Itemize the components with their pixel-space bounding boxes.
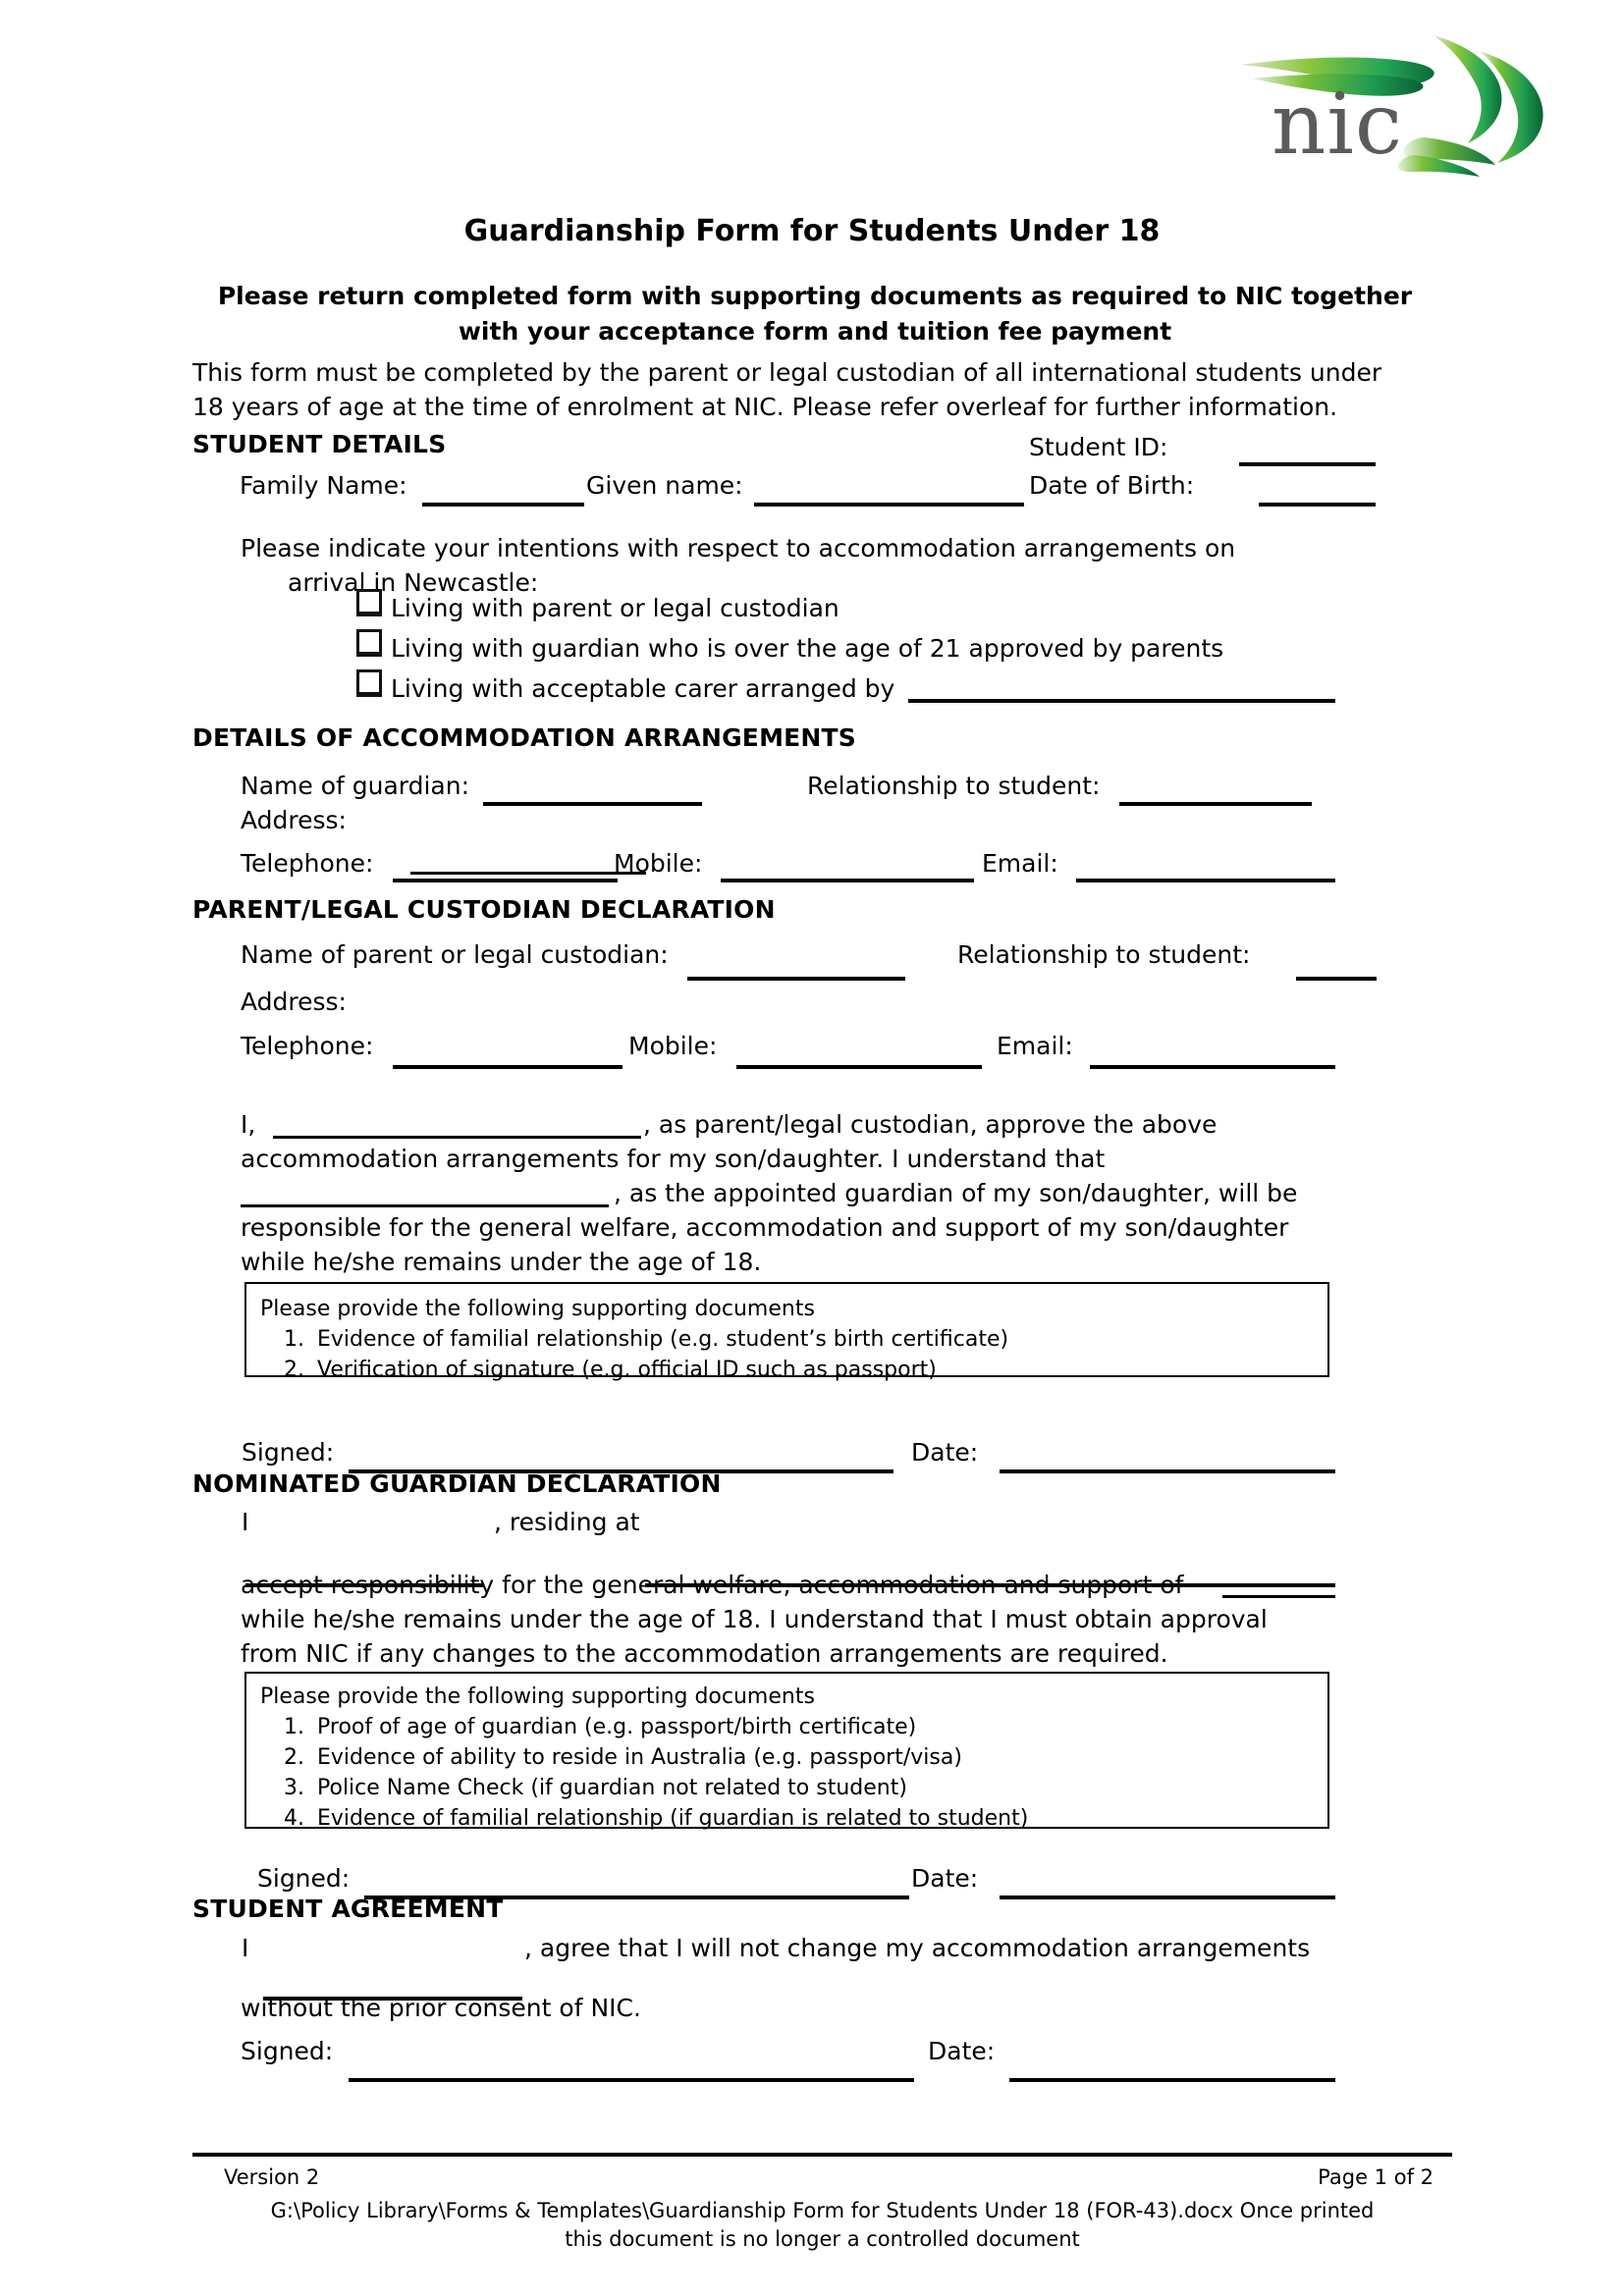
parent-statement-line2: accommodation arrangements for my son/daughter. I understand that bbox=[241, 1145, 1106, 1173]
guardian-relationship-input[interactable] bbox=[1119, 802, 1312, 806]
guardian-email-input[interactable] bbox=[1076, 879, 1335, 882]
student-signed-label: Signed: bbox=[241, 2037, 334, 2065]
guardian-date-input[interactable] bbox=[1000, 1896, 1335, 1899]
guardian-email-label: Email: bbox=[982, 849, 1058, 878]
parent-statement-part2: , as the appointed guardian of my son/daughter, will be bbox=[614, 1179, 1298, 1207]
date-of-birth-input[interactable] bbox=[1259, 503, 1376, 507]
section-heading-accommodation: DETAILS OF ACCOMMODATION ARRANGEMENTS bbox=[192, 723, 857, 752]
date-of-birth-label: Date of Birth: bbox=[1029, 471, 1195, 500]
parent-supporting-documents-box bbox=[244, 1282, 1329, 1382]
parent-mobile-label: Mobile: bbox=[628, 1032, 718, 1060]
page-title: Guardianship Form for Students Under 18 bbox=[463, 214, 1161, 248]
student-id-label: Student ID: bbox=[1029, 433, 1168, 461]
family-name-input[interactable] bbox=[422, 503, 584, 507]
parent-address-label: Address: bbox=[241, 988, 347, 1016]
student-date-label: Date: bbox=[928, 2037, 996, 2065]
guardian-name-input[interactable] bbox=[483, 802, 702, 806]
footer-path-line2: this document is no longer a controlled document bbox=[565, 2227, 1080, 2251]
student-agreement-part1: , agree that I will not change my accommodation arrangements bbox=[524, 1934, 1311, 1962]
footer-page-number: Page 1 of 2 bbox=[1318, 2165, 1434, 2189]
parent-statement-i: I, bbox=[241, 1110, 256, 1139]
parent-signed-label: Signed: bbox=[242, 1438, 335, 1467]
page-subtitle: Please return completed form with supporting documents as required to NIC together with your acceptance form and tuition fee payment bbox=[217, 282, 1413, 346]
guardian-mobile-label: Mobile: bbox=[614, 849, 703, 878]
parent-date-input[interactable] bbox=[1000, 1469, 1335, 1473]
list-item: 2. Evidence of ability to reside in Australia (e.g. passport/visa) bbox=[311, 1742, 1327, 1773]
checkbox-label-living-with-parent: Living with parent or legal custodian bbox=[391, 594, 839, 622]
carer-arranged-by-input[interactable] bbox=[908, 699, 1335, 703]
parent-date-label: Date: bbox=[911, 1438, 979, 1467]
section-heading-student-agreement: STUDENT AGREEMENT bbox=[192, 1895, 504, 1923]
parent-relationship-label: Relationship to student: bbox=[957, 940, 1251, 969]
checkbox-label-living-with-carer: Living with acceptable carer arranged by bbox=[391, 674, 895, 703]
student-agreement-line2: without the prior consent of NIC. bbox=[241, 1994, 641, 2022]
list-item: 1. Evidence of familial relationship (e.g. student’s birth certificate) bbox=[311, 1324, 1327, 1355]
parent-docs-list bbox=[246, 1324, 1327, 1385]
student-id-input[interactable] bbox=[1239, 462, 1376, 466]
parent-telephone-input[interactable] bbox=[393, 1065, 623, 1069]
given-name-label: Given name: bbox=[586, 471, 743, 500]
list-item: 4. Evidence of familial relationship (if guardian is related to student) bbox=[311, 1803, 1327, 1834]
guardian-statement-residing: , residing at bbox=[494, 1508, 640, 1536]
guardian-docs-list bbox=[246, 1712, 1327, 1834]
guardian-relationship-label: Relationship to student: bbox=[807, 772, 1101, 800]
guardian-support-of-input[interactable] bbox=[1222, 1595, 1335, 1598]
student-agreement-i: I bbox=[242, 1934, 249, 1962]
guardian-address-label: Address: bbox=[241, 806, 347, 834]
guardian-signed-label: Signed: bbox=[257, 1864, 351, 1893]
footer-divider bbox=[192, 2153, 1452, 2157]
parent-statement-part1: , as parent/legal custodian, approve the above bbox=[643, 1110, 1218, 1139]
parent-telephone-label: Telephone: bbox=[241, 1032, 374, 1060]
section-heading-guardian-declaration: NOMINATED GUARDIAN DECLARATION bbox=[192, 1469, 722, 1498]
guardian-docs-title: Please provide the following supporting documents bbox=[260, 1684, 815, 1709]
guardian-mobile-input[interactable] bbox=[721, 879, 974, 882]
parent-name-input[interactable] bbox=[687, 977, 905, 981]
parent-name-label: Name of parent or legal custodian: bbox=[241, 940, 669, 969]
given-name-input[interactable] bbox=[754, 503, 1024, 507]
guardian-telephone-label: Telephone: bbox=[241, 849, 374, 878]
student-date-input[interactable] bbox=[1009, 2078, 1335, 2082]
intentions-prompt-line2: arrival in Newcastle: bbox=[288, 568, 539, 597]
intro-paragraph: This form must be completed by the parent or legal custodian of all international students under 18 years of age at the time of enrolment at NIC. Please refer overleaf for further information. bbox=[192, 358, 1382, 421]
parent-statement-guardian-input[interactable] bbox=[241, 1204, 609, 1207]
list-item: 1. Proof of age of guardian (e.g. passport/birth certificate) bbox=[311, 1712, 1327, 1742]
section-heading-student-details: STUDENT DETAILS bbox=[192, 430, 447, 458]
parent-statement-line5: while he/she remains under the age of 18. bbox=[241, 1248, 762, 1276]
guardian-name-label: Name of guardian: bbox=[241, 772, 470, 800]
parent-email-label: Email: bbox=[997, 1032, 1073, 1060]
family-name-label: Family Name: bbox=[240, 471, 407, 500]
nic-logo bbox=[1232, 27, 1556, 180]
guardian-statement-i: I bbox=[242, 1508, 249, 1536]
parent-email-input[interactable] bbox=[1090, 1065, 1335, 1069]
section-heading-parent-declaration: PARENT/LEGAL CUSTODIAN DECLARATION bbox=[192, 895, 776, 924]
footer-version: Version 2 bbox=[224, 2165, 320, 2189]
guardian-statement-accept: accept responsibility for the general welfare, accommodation and support of bbox=[241, 1571, 1184, 1599]
guardian-address-input[interactable] bbox=[410, 872, 646, 875]
checkbox-living-with-parent[interactable] bbox=[356, 589, 382, 616]
list-item: 2. Verification of signature (e.g. official ID such as passport) bbox=[311, 1355, 1327, 1385]
parent-relationship-input[interactable] bbox=[1296, 977, 1377, 981]
checkbox-label-living-with-guardian: Living with guardian who is over the age of 21 approved by parents bbox=[391, 634, 1224, 663]
svg-text:nic: nic bbox=[1272, 76, 1404, 174]
guardian-supporting-documents-box bbox=[244, 1672, 1329, 1829]
footer-path-line1: G:\Policy Library\Forms & Templates\Guardianship Form for Students Under 18 (FOR-43).docx Once printed bbox=[270, 2199, 1375, 2222]
parent-statement-line4: responsible for the general welfare, accommodation and support of my son/daughter bbox=[241, 1213, 1289, 1242]
intentions-prompt-line1: Please indicate your intentions with respect to accommodation arrangements on bbox=[241, 534, 1236, 562]
student-signed-input[interactable] bbox=[349, 2078, 914, 2082]
guardian-date-label: Date: bbox=[911, 1864, 979, 1893]
parent-mobile-input[interactable] bbox=[736, 1065, 982, 1069]
parent-statement-name-input[interactable] bbox=[273, 1136, 641, 1139]
guardian-telephone-input[interactable] bbox=[393, 879, 618, 882]
guardian-statement-from: from NIC if any changes to the accommodation arrangements are required. bbox=[241, 1639, 1168, 1668]
list-item: 3. Police Name Check (if guardian not related to student) bbox=[311, 1773, 1327, 1803]
checkbox-living-with-carer[interactable] bbox=[356, 669, 382, 697]
parent-docs-title: Please provide the following supporting documents bbox=[260, 1297, 815, 1321]
checkbox-living-with-guardian[interactable] bbox=[356, 629, 382, 657]
guardian-statement-while: while he/she remains under the age of 18. I understand that I must obtain approval bbox=[241, 1605, 1268, 1633]
